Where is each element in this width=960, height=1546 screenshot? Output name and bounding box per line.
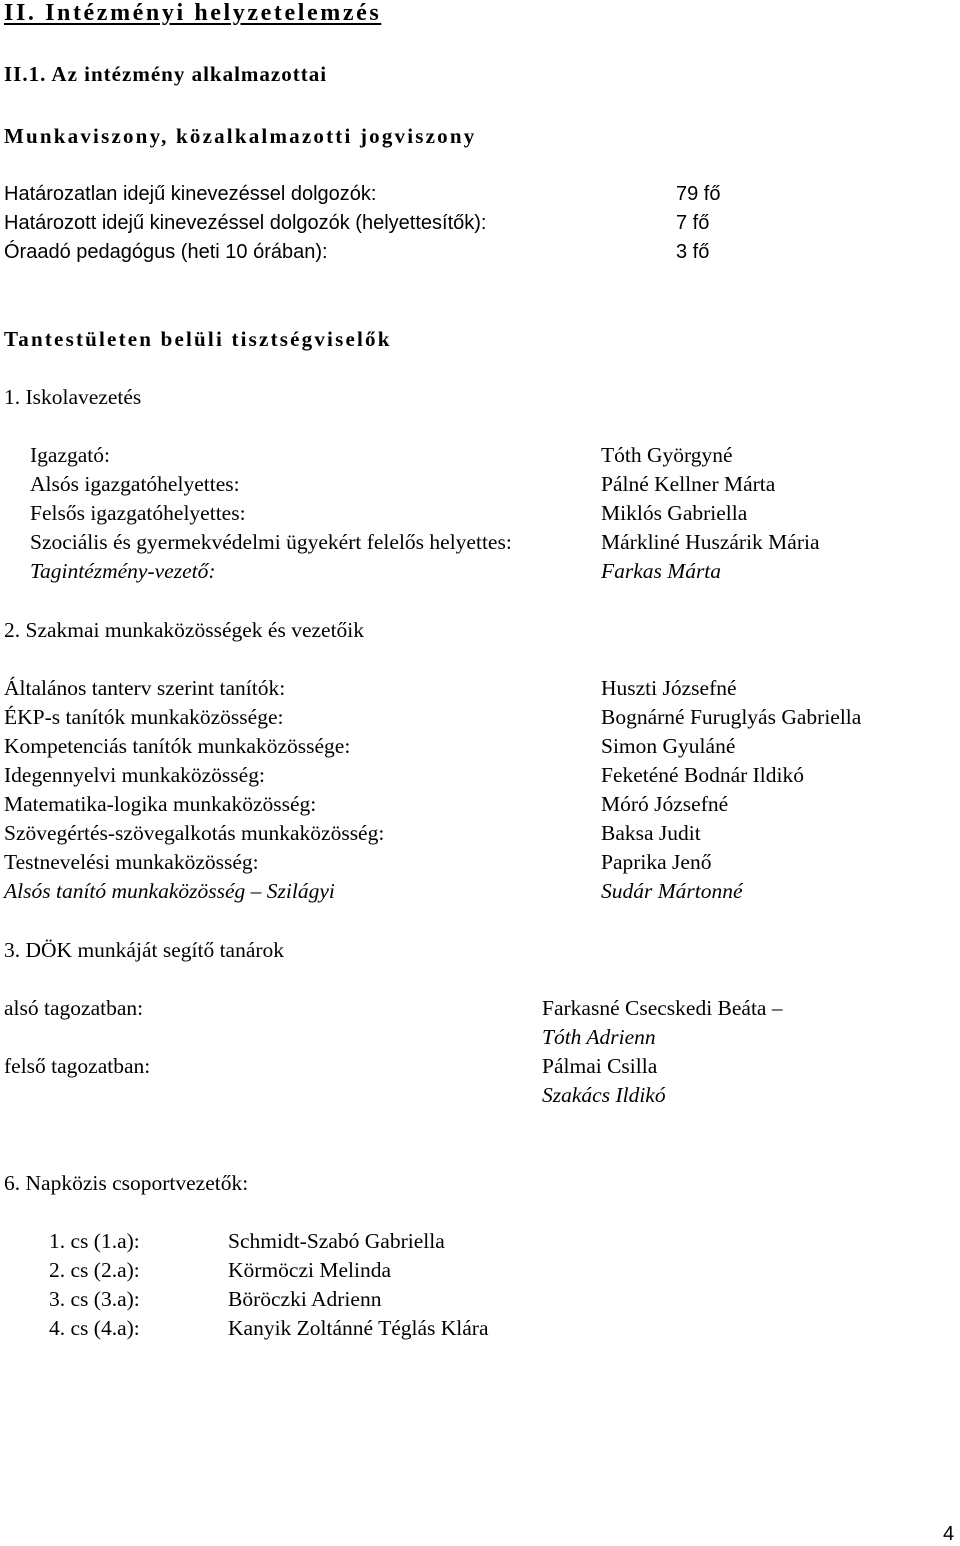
workgroups-title: 2. Szakmai munkaközösségek és vezetőik bbox=[4, 618, 365, 642]
workgroup-leader: Sudár Mártonné bbox=[601, 879, 743, 903]
employment-value: 3 fő bbox=[676, 241, 710, 263]
workgroup-leader: Móró Józsefné bbox=[601, 792, 729, 816]
dok-upper-name: Szakács Ildikó bbox=[542, 1083, 666, 1107]
workgroup-leader: Simon Gyuláné bbox=[601, 734, 736, 758]
leadership-role: Tagintézmény-vezető: bbox=[30, 559, 216, 583]
dok-upper-label: felső tagozatban: bbox=[4, 1054, 151, 1078]
workgroup-name: Idegennyelvi munkaközösség: bbox=[4, 763, 265, 787]
dok-lower-name: Farkasné Csecskedi Beáta – bbox=[542, 996, 783, 1020]
leadership-role: Alsós igazgatóhelyettes: bbox=[30, 472, 240, 496]
leadership-role: Felsős igazgatóhelyettes: bbox=[30, 501, 246, 525]
daycare-leader: Körmöczi Melinda bbox=[228, 1258, 391, 1282]
leadership-name: Farkas Márta bbox=[601, 559, 722, 583]
employment-label: Óraadó pedagógus (heti 10 órában): bbox=[4, 241, 328, 263]
chapter-heading: II. Intézményi helyzetelemzés bbox=[4, 0, 382, 26]
workgroup-leader: Paprika Jenő bbox=[601, 850, 712, 874]
workgroup-name: Alsós tanító munkaközösség – Szilágyi bbox=[4, 879, 335, 903]
workgroup-leader: Feketéné Bodnár Ildikó bbox=[601, 763, 805, 787]
dok-title: 3. DÖK munkáját segítő tanárok bbox=[4, 938, 285, 962]
workgroup-name: Kompetenciás tanítók munkaközössége: bbox=[4, 734, 351, 758]
workgroup-leader: Huszti Józsefné bbox=[601, 676, 737, 700]
employment-label: Határozatlan idejű kinevezéssel dolgozók: bbox=[4, 183, 377, 205]
workgroup-name: Matematika-logika munkaközösség: bbox=[4, 792, 317, 816]
workgroup-leader: Baksa Judit bbox=[601, 821, 701, 845]
workgroup-name: Szövegértés-szövegalkotás munkaközösség: bbox=[4, 821, 385, 845]
dok-upper-name: Pálmai Csilla bbox=[542, 1054, 658, 1078]
employment-value: 7 fő bbox=[676, 212, 710, 234]
workgroup-name: Általános tanterv szerint tanítók: bbox=[4, 676, 286, 700]
employment-title: Munkaviszony, közalkalmazotti jogviszony bbox=[4, 124, 477, 148]
employment-label: Határozott idejű kinevezéssel dolgozók (helyettesítők): bbox=[4, 212, 487, 234]
daycare-leader: Schmidt-Szabó Gabriella bbox=[228, 1229, 445, 1253]
dok-lower-label: alsó tagozatban: bbox=[4, 996, 144, 1020]
daycare-group: 2. cs (2.a): bbox=[49, 1258, 140, 1282]
section-heading: II.1. Az intézmény alkalmazottai bbox=[4, 62, 328, 86]
leadership-name: Miklós Gabriella bbox=[601, 501, 748, 525]
daycare-group: 3. cs (3.a): bbox=[49, 1287, 140, 1311]
leadership-role: Szociális és gyermekvédelmi ügyekért felelős helyettes: bbox=[30, 530, 512, 554]
leadership-title: 1. Iskolavezetés bbox=[4, 385, 142, 409]
employment-value: 79 fő bbox=[676, 183, 721, 205]
daycare-group: 1. cs (1.a): bbox=[49, 1229, 140, 1253]
leadership-name: Márkliné Huszárik Mária bbox=[601, 530, 820, 554]
page-number: 4 bbox=[943, 1523, 955, 1545]
workgroup-leader: Bognárné Furuglyás Gabriella bbox=[601, 705, 862, 729]
workgroup-name: Testnevelési munkaközösség: bbox=[4, 850, 259, 874]
workgroup-name: ÉKP-s tanítók munkaközössége: bbox=[4, 705, 284, 729]
leadership-name: Pálné Kellner Márta bbox=[601, 472, 776, 496]
leadership-role: Igazgató: bbox=[30, 443, 110, 467]
daycare-leader: Böröczki Adrienn bbox=[228, 1287, 382, 1311]
officials-title: Tantestületen belüli tisztségviselők bbox=[4, 327, 392, 351]
daycare-title: 6. Napközis csoportvezetők: bbox=[4, 1171, 249, 1195]
daycare-group: 4. cs (4.a): bbox=[49, 1316, 140, 1340]
dok-lower-name: Tóth Adrienn bbox=[542, 1025, 656, 1049]
daycare-leader: Kanyik Zoltánné Téglás Klára bbox=[228, 1316, 489, 1340]
leadership-name: Tóth Györgyné bbox=[601, 443, 733, 467]
